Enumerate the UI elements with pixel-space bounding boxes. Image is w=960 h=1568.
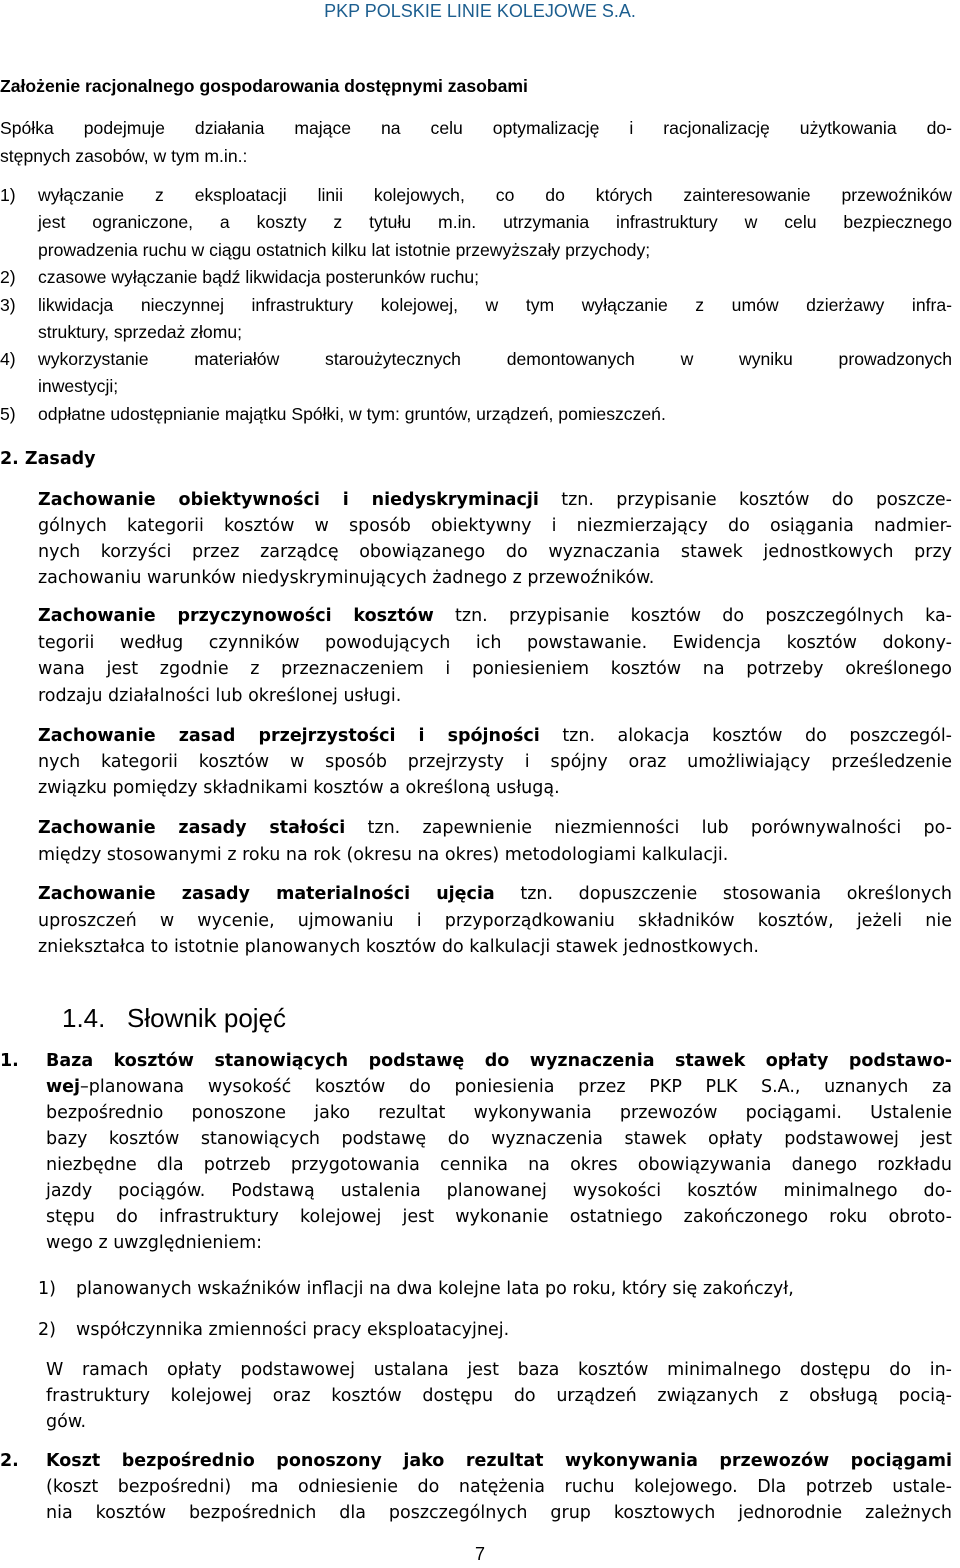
paragraph-line: gów. — [46, 1412, 87, 1432]
intro-line: stępnych zasobów, w tym m.in.: — [0, 146, 248, 166]
paragraph-line: jazdy pociągów. Podstawą ustalenia planowanej wysokości kosztów minimalnego do- — [46, 1181, 952, 1201]
list-number: 5) — [0, 404, 16, 424]
list-item-line: wyłączanie z eksploatacji linii kolejowych, co do których zainteresowanie przewoźników — [38, 185, 952, 205]
definition-term: Baza kosztów stanowiących podstawę do wyznaczenia stawek opłaty podstawo- — [46, 1051, 952, 1071]
paragraph-line: bazy kosztów stanowiących podstawę do wyznaczenia stawek opłaty podstawowej jest — [46, 1129, 952, 1149]
paragraph-line: Zachowanie zasady materialności ujęcia tzn. dopuszczenie stosowania określonych — [38, 884, 952, 904]
paragraph-line: rodzaju działalności lub określonej usługi. — [38, 686, 402, 706]
section-heading: 2. Zasady — [0, 449, 96, 469]
paragraph-line: W ramach opłaty podstawowej ustalana jest baza kosztów minimalnego dostępu do in- — [46, 1360, 952, 1380]
list-number: 1) — [0, 185, 16, 205]
paragraph-line: bezpośrednio ponoszone jako rezultat wykonywania przewozów pociągami. Ustalenie — [46, 1103, 952, 1123]
paragraph-line: wego z uwzględnieniem: — [46, 1233, 263, 1253]
intro-line: Spółka podejmuje działania mające na celu optymalizację i racjonalizację użytkowania do- — [0, 118, 952, 138]
paragraph-line: Zachowanie zasady stałości tzn. zapewnienie niezmienności lub porównywalności po- — [38, 818, 952, 838]
paragraph-line: niezbędne dla potrzeb przygotowania cennika na okres obowiązywania danego rozkładu — [46, 1155, 952, 1175]
list-item-line: współczynnika zmienności pracy eksploatacyjnej. — [76, 1320, 510, 1340]
paragraph-line: Zachowanie obiektywności i niedyskryminacji tzn. przypisanie kosztów do poszcze- — [38, 490, 952, 510]
paragraph-line: (koszt bezpośredni) ma odniesienie do natężenia ruchu kolejowego. Dla potrzeb ustale- — [46, 1477, 952, 1497]
list-item-line: inwestycji; — [38, 376, 119, 396]
list-item-line: wykorzystanie materiałów staroużytecznych demontowanych w wyniku prowadzonych — [38, 349, 952, 369]
paragraph-line: uproszczeń w wycenie, ujmowaniu i przyporządkowaniu składników kosztów, jeżeli nie — [38, 911, 952, 931]
paragraph-line: wej–planowana wysokość kosztów do poniesienia przez PKP PLK S.A., uznanych za — [46, 1077, 952, 1097]
paragraph-line: Zachowanie przyczynowości kosztów tzn. przypisanie kosztów do poszczególnych ka- — [38, 606, 952, 626]
paragraph-line: nia kosztów bezpośrednich dla poszczególnych grup kosztowych jednorodnie zależnych — [46, 1503, 952, 1523]
paragraph-line: Zachowanie zasad przejrzystości i spójności tzn. alokacja kosztów do poszczegól- — [38, 726, 953, 746]
paragraph-line: zniekształca to istotnie planowanych kosztów do kalkulacji stawek jednostkowych. — [38, 937, 759, 957]
list-item-line: jest ograniczone, a koszty z tytułu m.in. utrzymania infrastruktury w celu bezpiecznego — [38, 212, 952, 232]
list-number: 2) — [38, 1320, 56, 1340]
list-number: 2) — [0, 267, 16, 287]
paragraph-line: zachowaniu warunków niedyskryminujących żadnego z przewoźników. — [38, 568, 655, 588]
list-item-line: prowadzenia ruchu w ciągu ostatnich kilku lat istotnie przewyższały przychody; — [38, 240, 651, 260]
list-item-line: likwidacja nieczynnej infrastruktury kolejowej, w tym wyłączanie z umów dzierżawy infra- — [38, 295, 952, 315]
section-title: Założenie racjonalnego gospodarowania dostępnymi zasobami — [0, 76, 528, 96]
section-heading: 1.4. Słownik pojęć — [62, 1003, 287, 1033]
list-item-line: struktury, sprzedaż złomu; — [38, 322, 243, 342]
paragraph-line: frastruktury kolejowej oraz kosztów dostępu do urządzeń związanych z obsługą pocią- — [46, 1386, 952, 1406]
list-item-line: planowanych wskaźników inflacji na dwa kolejne lata po roku, który się zakończył, — [76, 1279, 794, 1299]
paragraph-line: tegorii według czynników powodujących ich powstawanie. Ewidencja kosztów dokony- — [38, 633, 952, 653]
list-number: 3) — [0, 295, 16, 315]
paragraph-line: wana jest zgodnie z przeznaczeniem i poniesieniem kosztów na potrzeby określonego — [38, 659, 952, 679]
paragraph-line: nych korzyści przez zarządcę obowiązanego do wyznaczania stawek jednostkowych przy — [38, 542, 952, 562]
list-number: 4) — [0, 349, 16, 369]
list-item-line: odpłatne udostępnianie majątku Spółki, w tym: gruntów, urządzeń, pomieszczeń. — [38, 404, 666, 424]
page-header: PKP POLSKIE LINIE KOLEJOWE S.A. — [324, 1, 636, 21]
paragraph-line: stępu do infrastruktury kolejowej jest wykonanie ostatniego zakończonego roku obroto- — [46, 1207, 952, 1227]
definition-term: Koszt bezpośrednio ponoszony jako rezultat wykonywania przewozów pociągami — [46, 1451, 952, 1471]
paragraph-line: związku pomiędzy składnikami kosztów a określoną usługą. — [38, 778, 560, 798]
list-number: 1. — [0, 1051, 19, 1071]
paragraph-line: nych kategorii kosztów w sposób przejrzysty i spójny oraz umożliwiający prześledzenie — [38, 752, 952, 772]
page-number: 7 — [474, 1544, 485, 1564]
list-item-line: czasowe wyłączanie bądź likwidacja posterunków ruchu; — [38, 267, 480, 287]
list-number: 1) — [38, 1279, 56, 1299]
paragraph-line: gólnych kategorii kosztów w sposób obiektywny i niezmierzający do osiągania nadmier- — [38, 516, 952, 536]
paragraph-line: między stosowanymi z roku na rok (okresu na okres) metodologiami kalkulacji. — [38, 845, 729, 865]
list-number: 2. — [0, 1451, 19, 1471]
